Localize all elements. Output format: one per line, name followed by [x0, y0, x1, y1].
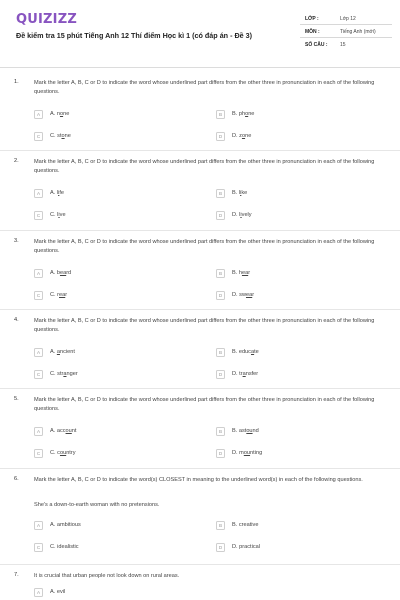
question-number: 3.	[14, 238, 19, 244]
option-letter-box: D	[216, 211, 225, 220]
underlined-part: a	[250, 349, 255, 355]
question-sentence: She's a down-to-earth woman with no pretensions.	[34, 502, 160, 508]
question-text: Mark the letter A, B, C or D to indicate the word whose underlined part differs from the other three in pronunciation in each of the following questions.	[34, 318, 375, 333]
question-divider	[0, 309, 400, 310]
option-text-part: C. r	[50, 292, 60, 298]
header-divider	[0, 67, 400, 68]
option-text-part: nd	[252, 428, 259, 434]
underlined-part: o	[61, 133, 65, 139]
underlined-part: ou	[243, 450, 251, 456]
option-letter-box: C	[34, 132, 43, 141]
meta-key: SỐ CÂU :	[305, 42, 328, 48]
option-text-part: A. l	[50, 190, 59, 196]
option-text-part: nger	[66, 371, 78, 377]
option-text	[232, 270, 250, 276]
question-divider	[0, 388, 400, 389]
option-text-part: A. evil	[50, 589, 66, 595]
worksheet-header	[0, 0, 400, 64]
option-text-part: ne	[245, 133, 252, 139]
meta-key: MÔN :	[305, 29, 320, 35]
option-text-part: D. sw	[232, 292, 246, 298]
underlined-part: o	[245, 111, 249, 117]
option-text-part: ncient	[59, 349, 75, 355]
option-letter-box: C	[34, 211, 43, 220]
underlined-part: o	[59, 111, 64, 117]
option-letter-box: A	[34, 348, 43, 357]
question-text: It is crucial that urban people not look down on rural areas.	[34, 573, 180, 579]
option-text	[50, 133, 71, 139]
question-number: 2.	[14, 158, 19, 164]
underlined-part: a	[56, 349, 60, 355]
option-letter-box: B	[216, 427, 225, 436]
option-text-part: D. practical	[232, 544, 260, 550]
option-text-part: D. l	[232, 212, 241, 218]
meta-value: Tiếng Anh (mới)	[340, 29, 376, 35]
option-text	[50, 292, 67, 298]
option-text	[232, 133, 251, 139]
question-number: 1.	[14, 79, 19, 85]
option-text-part: B. creative	[232, 522, 259, 528]
worksheet-title: Đề kiểm tra 15 phút Tiếng Anh 12 Thí điểm Học kì 1 (có đáp án - Đề 3)	[16, 31, 253, 40]
option-text-part: te	[254, 349, 259, 355]
option-text	[50, 450, 76, 456]
option-letter-box: C	[34, 449, 43, 458]
option-letter-box: B	[216, 348, 225, 357]
option-text-part: A. b	[50, 270, 60, 276]
meta-row-count	[300, 38, 392, 51]
option-text	[50, 190, 64, 196]
option-text	[50, 522, 81, 528]
option-letter-box: A	[34, 269, 43, 278]
underlined-part: ea	[59, 292, 66, 298]
meta-row-class	[300, 12, 392, 25]
underlined-part: i	[58, 190, 60, 196]
option-text-part: D. tr	[232, 371, 243, 377]
option-text-part: A.	[50, 349, 57, 355]
option-text	[232, 522, 258, 528]
question-text: Mark the letter A, B, C or D to indicate the word whose underlined part differs from the other three in pronunciation in each of the following questions.	[34, 80, 375, 95]
underlined-part: i	[240, 212, 242, 218]
option-text-part: A. acc	[50, 428, 66, 434]
option-letter-box: C	[34, 543, 43, 552]
underlined-part: ea	[241, 270, 249, 276]
option-text-part: B. h	[232, 270, 242, 276]
option-letter-box: B	[216, 521, 225, 530]
option-text-part: r	[252, 292, 255, 298]
option-text-part: ve	[59, 212, 66, 218]
option-letter-box: D	[216, 449, 225, 458]
option-letter-box: A	[34, 110, 43, 119]
question-divider	[0, 230, 400, 231]
option-text-part: C. c	[50, 450, 60, 456]
underlined-part: ou	[246, 428, 253, 434]
option-text-part: ntry	[66, 450, 76, 456]
question-divider	[0, 468, 400, 469]
option-text-part: A. ambitious	[50, 522, 81, 528]
option-letter-box: B	[216, 189, 225, 198]
option-text	[50, 270, 71, 276]
underlined-part: a	[242, 371, 246, 377]
underlined-part: i	[240, 190, 242, 196]
question-text: Mark the letter A, B, C or D to indicate the word(s) CLOSEST in meaning to the underlined word(s) in each of the following questions.	[34, 477, 363, 483]
option-letter-box: A	[34, 521, 43, 530]
option-text-part: D. m	[232, 450, 244, 456]
option-letter-box: D	[216, 370, 225, 379]
option-text-part: nsfer	[245, 371, 259, 377]
option-text-part: B. l	[232, 190, 241, 196]
option-text	[50, 544, 79, 550]
option-text	[50, 111, 69, 117]
question-number: 5.	[14, 396, 19, 402]
question-text: Mark the letter A, B, C or D to indicate the word whose underlined part differs from the other three in pronunciation in each of the following questions.	[34, 397, 375, 412]
option-text	[232, 190, 247, 196]
option-text-part: ne	[64, 133, 71, 139]
option-letter-box: D	[216, 543, 225, 552]
option-text	[232, 428, 259, 434]
option-text-part: C. l	[50, 212, 59, 218]
question-divider	[0, 564, 400, 565]
option-text	[232, 544, 260, 550]
option-letter-box: D	[216, 132, 225, 141]
option-text-part: B. educ	[232, 349, 251, 355]
underlined-part: ea	[245, 292, 253, 298]
option-text	[50, 212, 66, 218]
option-text-part: r	[248, 270, 251, 276]
option-text-part: D. z	[232, 133, 242, 139]
meta-value: Lớp 12	[340, 16, 356, 22]
option-text-part: A. n	[50, 111, 60, 117]
option-text-part: nting	[250, 450, 263, 456]
option-text	[50, 371, 78, 377]
underlined-part: ou	[65, 428, 72, 434]
question-text: Mark the letter A, B, C or D to indicate the word whose underlined part differs from the other three in pronunciation in each of the following questions.	[34, 239, 375, 254]
question-divider	[0, 150, 400, 151]
meta-box	[300, 12, 392, 51]
question-text: Mark the letter A, B, C or D to indicate the word whose underlined part differs from the other three in pronunciation in each of the following questions.	[34, 159, 375, 174]
option-text-part: ke	[241, 190, 248, 196]
option-text-part: ne	[63, 111, 70, 117]
option-text	[232, 371, 258, 377]
option-text	[232, 111, 254, 117]
question-number: 6.	[14, 476, 19, 482]
option-letter-box: A	[34, 588, 43, 597]
option-text-part: ne	[248, 111, 255, 117]
option-letter-box: A	[34, 427, 43, 436]
question-number: 7.	[14, 572, 19, 578]
option-letter-box: C	[34, 291, 43, 300]
meta-value: 15	[340, 42, 346, 48]
underlined-part: ou	[59, 450, 67, 456]
option-letter-box: A	[34, 189, 43, 198]
option-text-part: rd	[66, 270, 72, 276]
option-text-part: r	[65, 292, 68, 298]
option-text-part: C. str	[50, 371, 64, 377]
underlined-part: a	[63, 371, 67, 377]
option-text-part: fe	[59, 190, 65, 196]
option-text-part: nt	[71, 428, 77, 434]
option-text	[232, 450, 262, 456]
option-letter-box: D	[216, 291, 225, 300]
option-text	[50, 349, 75, 355]
option-text	[232, 212, 252, 218]
underlined-part: o	[241, 133, 246, 139]
underlined-part: ea	[59, 270, 67, 276]
meta-key: LỚP :	[305, 16, 319, 22]
option-letter-box: B	[216, 110, 225, 119]
option-letter-box: B	[216, 269, 225, 278]
option-text-part: B. ast	[232, 428, 247, 434]
quizizz-logo: QUIZIZZ	[16, 12, 77, 27]
option-text	[50, 589, 65, 595]
option-text-part: B. ph	[232, 111, 246, 117]
option-text-part: C. idealistic	[50, 544, 79, 550]
meta-row-subject	[300, 25, 392, 38]
underlined-part: i	[58, 212, 60, 218]
option-text	[232, 292, 254, 298]
option-text	[232, 349, 259, 355]
question-number: 4.	[14, 317, 19, 323]
option-text-part: C. st	[50, 133, 62, 139]
option-text-part: vely	[241, 212, 252, 218]
option-text	[50, 428, 76, 434]
option-letter-box: C	[34, 370, 43, 379]
